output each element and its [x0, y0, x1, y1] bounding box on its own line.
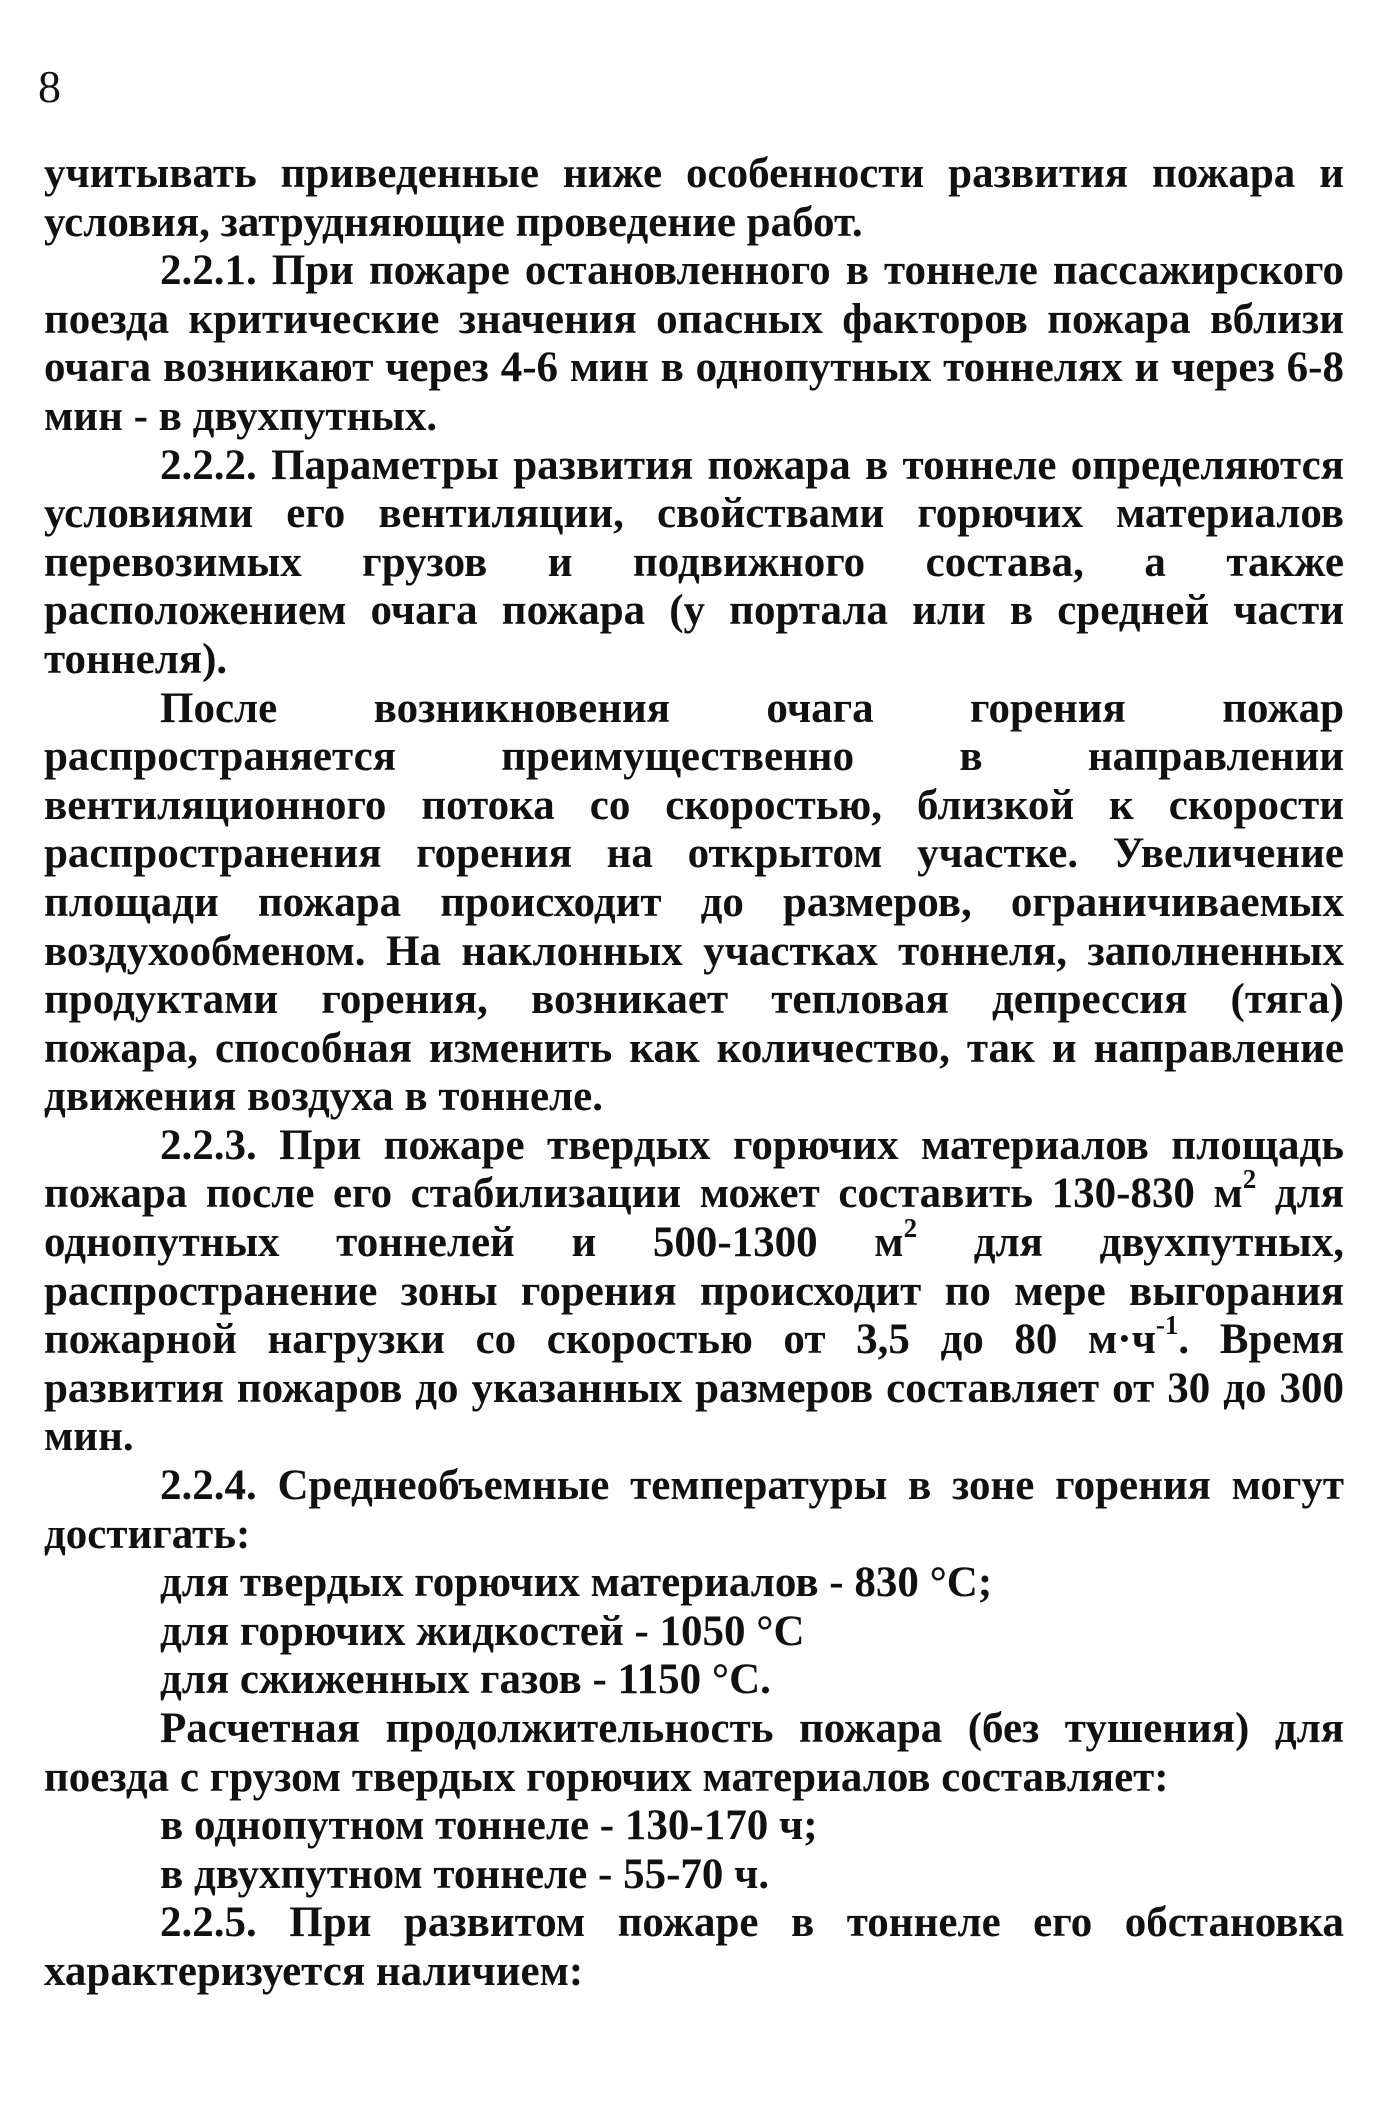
paragraph-fire-spread: После возникновения очага горения пожар распространяется преимущественно в направлении вентиляционного потока со скоростью, близкой к скорости распространения горения на открытом участке. Увеличение площади пожара происходит до размеров, ограничиваемых воздухообменом. На наклонных участках тоннеля, заполненных продуктами горения, возникает тепловая депрессия (тяга) пожара, способная изменить как количество, так и направление движения воздуха в тоннеле. [44, 684, 1344, 1121]
superscript-minus-one: -1 [1155, 1309, 1179, 1340]
paragraph-2-2-3-part-1: 2.2.3. При пожаре твердых горючих материалов площадь пожара после его стабилизации может составить 130-830 м [44, 1121, 1344, 1218]
list-item-solid-materials: для твердых горючих материалов - 830 °С; [160, 1559, 993, 1607]
paragraph-2-2-4: 2.2.4. Среднеобъемные температуры в зоне горения могут достигать: [44, 1462, 1344, 1558]
paragraph-2-2-3-part-2: для однопутных тоннелей и 500-1300 м [44, 1170, 1345, 1267]
body-text [44, 150, 1344, 1997]
superscript-square: 2 [1242, 1164, 1257, 1195]
list-item-double-track: в двухпутном тоннеле - 55-70 ч. [160, 1850, 770, 1898]
superscript-square-2: 2 [903, 1212, 918, 1243]
paragraph-2-2-5: 2.2.5. При развитом пожаре в тоннеле его обстановка характеризуется наличием: [44, 1899, 1344, 1995]
paragraph-2-2-1: 2.2.1. При пожаре остановленного в тоннеле пассажирского поезда критические значения опасных факторов пожара вблизи очага возникают через 4-6 мин в однопутных тоннелях и через 6-8 мин - в двухпутных. [44, 247, 1344, 440]
list-item-single-track: в однопутном тоннеле - 130-170 ч; [160, 1802, 818, 1850]
page-number: 8 [38, 61, 61, 112]
paragraph-2-2-3-part-4: . Время развития пожаров до указанных размеров составляет от 30 до 300 мин. [44, 1316, 1345, 1461]
paragraph-2-2-3-part-3: для двухпутных, распространение зоны горения происходит по мере выгорания пожарной нагрузки со скоростью от 3,5 до 80 м·ч [44, 1219, 1344, 1364]
paragraph-2-2-3 [44, 1122, 1344, 1462]
paragraph-continuation: учитывать приведенные ниже особенности развития пожара и условия, затрудняющие проведение работ. [44, 150, 1344, 246]
list-item-liquids: для горючих жидкостей - 1050 °С [160, 1607, 805, 1655]
paragraph-duration: Расчетная продолжительность пожара (без тушения) для поезда с грузом твердых горючих материалов составляет: [44, 1705, 1344, 1801]
paragraph-2-2-2: 2.2.2. Параметры развития пожара в тоннеле определяются условиями его вентиляции, свойствами горючих материалов перевозимых грузов и подвижного состава, а также расположением очага пожара (у портала или в средней части тоннеля). [44, 441, 1344, 683]
list-item-gases: для сжиженных газов - 1150 °С. [160, 1656, 771, 1704]
